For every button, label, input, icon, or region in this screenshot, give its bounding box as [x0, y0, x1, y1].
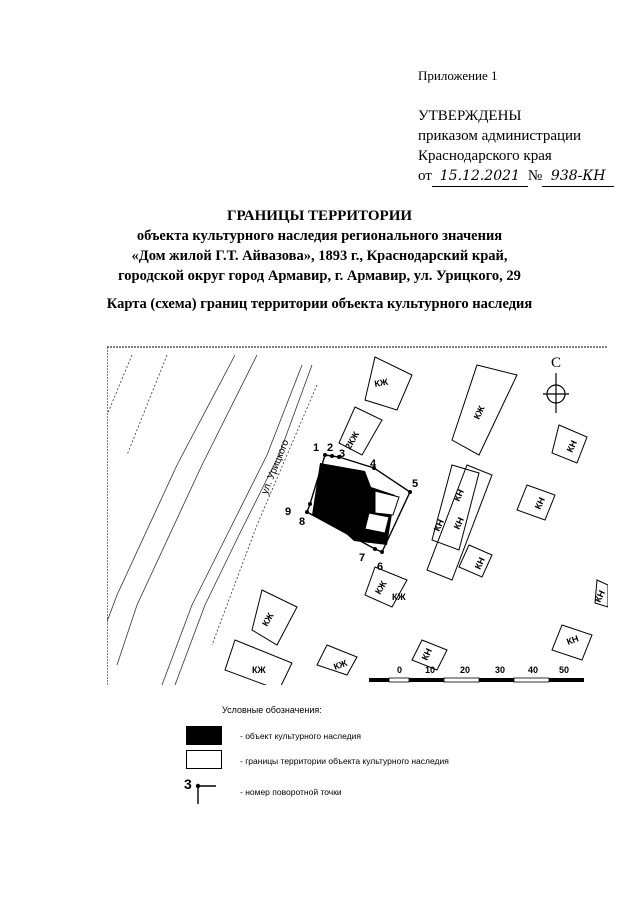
- label-kn-3: КН: [451, 515, 466, 531]
- scale-20: 20: [460, 665, 471, 675]
- description-line3: городской округ город Армавир, г. Армавир, ул. Урицкого, 29: [118, 268, 521, 284]
- point-5: 5: [412, 478, 419, 490]
- label-kn-5: КН: [532, 495, 547, 511]
- building-kzh-4: [225, 640, 292, 685]
- scale-30: 30: [495, 665, 506, 675]
- scale-40: 40: [528, 665, 539, 675]
- document-heading: ГРАНИЦЫ ТЕРРИТОРИИ: [226, 208, 413, 224]
- date-prefix: от: [418, 168, 432, 184]
- label-kn-1: КН: [451, 487, 466, 503]
- map-caption: Карта (схема) границ территории объекта культурного наследия: [106, 296, 533, 312]
- building-kzh-1: [365, 357, 412, 410]
- scale-0: 0: [397, 665, 403, 675]
- label-2kzh: 2КЖ: [343, 429, 362, 451]
- label-kn-9: КН: [592, 588, 607, 604]
- legend-object-swatch: [186, 726, 222, 745]
- approved-line2: Краснодарского края: [418, 148, 552, 164]
- label-kzh-5: КЖ: [252, 665, 266, 675]
- legend-boundary-label: - границы территории объекта культурного наследия: [240, 756, 449, 766]
- legend-object-label: - объект культурного наследия: [240, 731, 361, 741]
- point-8: 8: [299, 516, 306, 528]
- number-prefix: №: [527, 168, 543, 184]
- point-3: 3: [339, 448, 346, 460]
- point-9: 9: [285, 506, 292, 518]
- label-kn-4: КН: [564, 438, 579, 454]
- approval-date-line: [418, 166, 614, 187]
- approval-number: 938-КН: [542, 166, 614, 187]
- street-strips: [107, 355, 320, 685]
- object-description: [0, 226, 639, 286]
- turning-point-symbol-icon: [194, 782, 222, 804]
- scale-bar: [369, 665, 584, 682]
- label-kn-2: КН: [431, 517, 446, 533]
- legend-point-label: - номер поворотной точки: [240, 787, 342, 797]
- point-7: 7: [359, 552, 366, 564]
- legend-point-number: 3: [184, 776, 192, 792]
- label-kzh-4: КЖ: [260, 611, 276, 628]
- street-label: ул. Урицкого: [259, 438, 292, 497]
- label-kn-7: КН: [565, 633, 580, 647]
- boundary-map: [107, 345, 608, 685]
- buildings: [225, 357, 608, 685]
- point-4: 4: [370, 458, 377, 470]
- approval-date: 15.12.2021: [432, 166, 528, 187]
- legend-boundary-swatch: [186, 750, 222, 769]
- label-kzh-3: КЖ: [373, 579, 389, 596]
- label-kzh-2: КЖ: [471, 404, 487, 421]
- description-line1: объекта культурного наследия регионального значения: [136, 228, 503, 244]
- point-2: 2: [327, 442, 334, 454]
- label-kzh-7: КЖ: [392, 592, 406, 602]
- description-line2: «Дом жилой Г.Т. Айвазова», 1893 г., Краснодарский край,: [131, 248, 508, 264]
- label-kzh-6: КЖ: [332, 657, 349, 672]
- scale-50: 50: [559, 665, 570, 675]
- approval-block: [418, 106, 614, 187]
- label-kn-6: КН: [472, 555, 487, 571]
- appendix-label: Приложение 1: [418, 68, 498, 83]
- north-arrow-icon: [543, 355, 569, 413]
- label-kzh-1: КЖ: [373, 376, 389, 389]
- approved-line1: приказом администрации: [418, 128, 582, 144]
- point-1: 1: [313, 442, 320, 454]
- point-6: 6: [377, 561, 384, 573]
- approved-title: УТВЕРЖДЕНЫ: [418, 108, 522, 124]
- legend-title: Условные обозначения:: [222, 705, 322, 715]
- north-label: С: [551, 355, 562, 371]
- label-kn-8: КН: [419, 646, 434, 662]
- scale-10: 10: [425, 665, 436, 675]
- building-labels: [252, 377, 607, 675]
